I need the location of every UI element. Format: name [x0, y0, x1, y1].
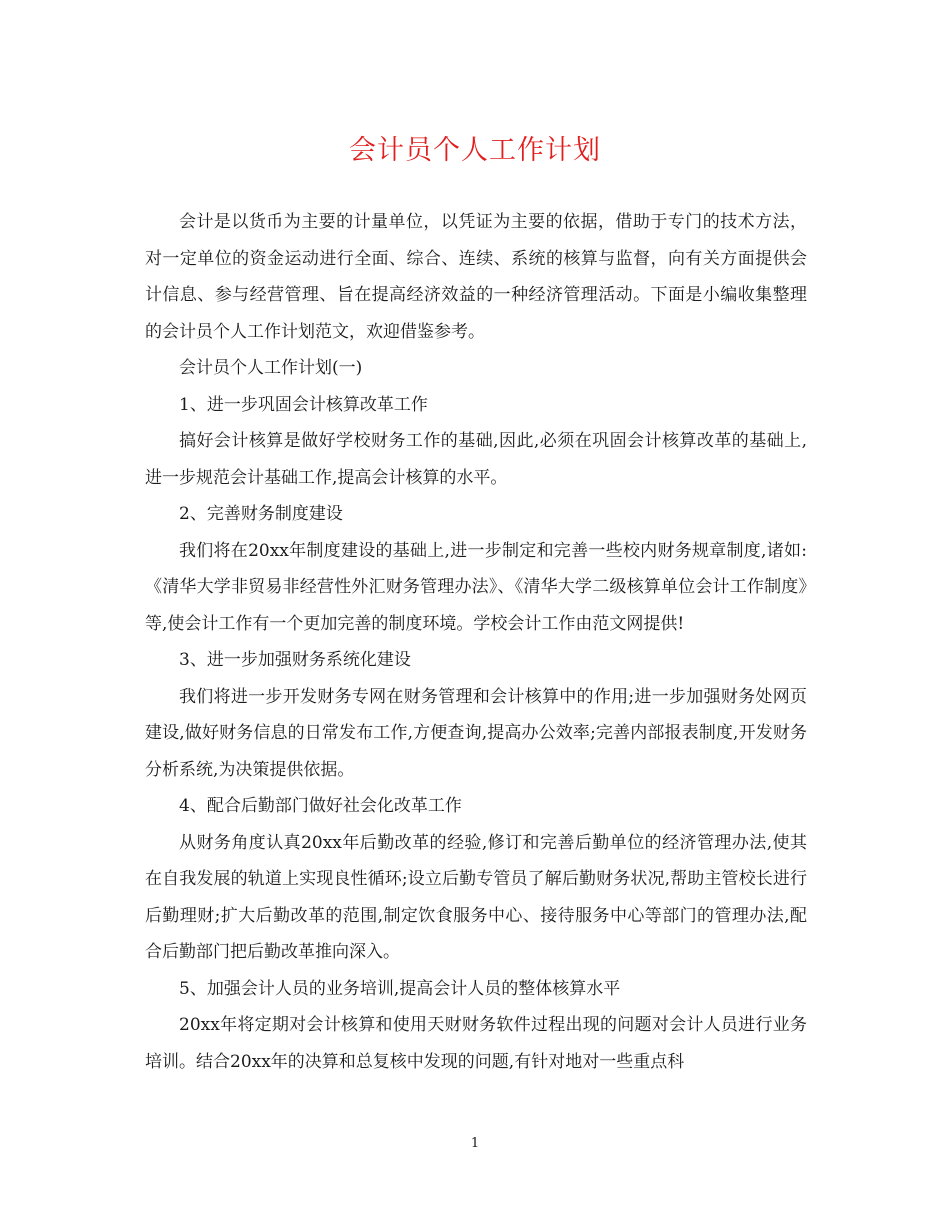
item-body-5: 20xx年将定期对会计核算和使用天财财务软件过程出现的问题对会计人员进行业务培训。结合20xx年的决算和总复核中发现的问题,有针对地对一些重点科 [145, 1015, 807, 1072]
paragraph-intro: 会计是以货币为主要的计量单位，以凭证为主要的依据，借助于专门的技术方法，对一定单位的资金运动进行全面、综合、连续、系统的核算与监督，向有关方面提供会计信息、参与经营管理、旨在提高经济效益的一种经济管理活动。下面是小编收集整理的会计员个人工作计划范文，欢迎借鉴参考。 [145, 212, 807, 342]
item-heading-4: 4、配合后勤部门做好社会化改革工作 [179, 796, 462, 816]
item-body-2: 我们将在20xx年制度建设的基础上,进一步制定和完善一些校内财务规章制度,诸如:《清华大学非贸易非经营性外汇财务管理办法》、《清华大学二级核算单位会计工作制度》等,使会计工作有一个更加完善的制度环境。学校会计工作由范文网提供! [145, 540, 807, 634]
item-heading-1: 1、进一步巩固会计核算改革工作 [179, 394, 428, 415]
section-heading-plan-one: 会计员个人工作计划(一) [179, 358, 363, 378]
document-title: 会计员个人工作计划 [349, 135, 601, 166]
page-number: 1 [470, 1136, 480, 1151]
item-heading-5: 5、加强会计人员的业务培训,提高会计人员的整体核算水平 [179, 978, 621, 999]
item-body-4: 从财务角度认真20xx年后勤改革的经验,修订和完善后勤单位的经济管理办法,使其在自我发展的轨道上实现良性循环;设立后勤专管员了解后勤财务状况,帮助主管校长进行后勤理财;扩大后勤改革的范围,制定饮食服务中心、接待服务中心等部门的管理办法,配合后勤部门把后勤改革推向深入。 [145, 832, 807, 962]
item-heading-2: 2、完善财务制度建设 [179, 504, 343, 524]
item-heading-3: 3、进一步加强财务系统化建设 [179, 650, 411, 670]
item-body-3: 我们将进一步开发财务专网在财务管理和会计核算中的作用;进一步加强财务处网页建设,做好财务信息的日常发布工作,方便查询,提高办公效率;完善内部报表制度,开发财务分析系统,为决策提供依据。 [145, 686, 807, 780]
item-body-1: 搞好会计核算是做好学校财务工作的基础,因此,必须在巩固会计核算改革的基础上,进一步规范会计基础工作,提高会计核算的水平。 [145, 431, 807, 488]
document-body [145, 204, 807, 1080]
